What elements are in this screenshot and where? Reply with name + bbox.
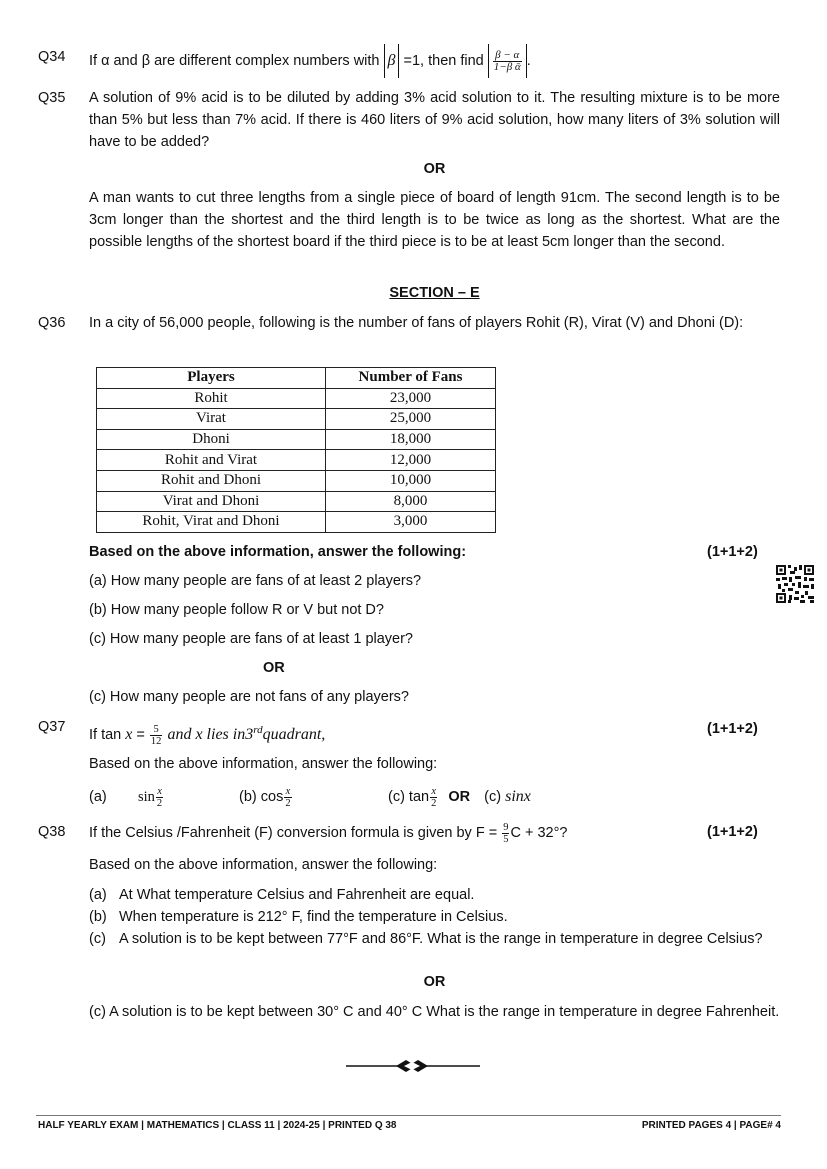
question-36-part-b: (b) How many people follow R or V but not D? [89,602,384,618]
table-cell: 18,000 [326,429,496,450]
table-cell: Rohit [97,388,326,409]
fans-table [96,367,496,533]
question-35-text: A solution of 9% acid is to be diluted by adding 3% acid solution to it. The resulting mixture is to be more than 5% but less than 7% acid. If there is 460 liters of 9% acid solution, how many liters of 3% solution will have to be added? [89,90,780,150]
marks-label: (1+1+2) [707,544,758,560]
table-cell: 23,000 [326,388,496,409]
instruction-text: Based on the above information, answer the following: [89,857,438,873]
end-ornament-icon [346,1058,480,1074]
table-row [97,409,496,430]
table-row [97,388,496,409]
list-item-label: (c) [89,931,106,947]
table-row [97,512,496,533]
question-number: Q35 [38,90,66,106]
table-cell: 8,000 [326,491,496,512]
question-36-text: In a city of 56,000 people, following is the number of fans of players Rohit (R), Virat (V) and Dhoni (D): [89,315,744,331]
table-header-row [97,368,496,389]
question-38-part-b: When temperature is 212° F, find the temperature in Celsius. [119,909,508,925]
modulus-expression: $\frac{\beta - \alpha}{\text{1−β ᾱ}}$ [488,44,527,78]
question-36-part-a: (a) How many people are fans of at least 2 players? [89,573,422,589]
question-number: Q36 [38,315,66,331]
or-divider: OR [423,974,446,990]
marks-label: (1+1+2) [707,824,758,840]
table-cell: 25,000 [326,409,496,430]
table-cell: 12,000 [326,450,496,471]
list-item-label: (b) [89,909,107,925]
question-38-part-c-alt: (c) A solution is to be kept between 30° C and 40° C What is the range in temperature in degree Fahrenheit. [89,1004,780,1020]
question-38-part-a: At What temperature Celsius and Fahrenheit are equal. [119,887,475,903]
question-35-alt-text: A man wants to cut three lengths from a single piece of board of length 91cm. The second length is to be 3cm longer than the shortest and the third length is to be twice as long as the shortest. What are the possible lengths of the shortest board if the third piece is to be at least 5cm longer than the second. [89,190,780,250]
question-37-text: If tan x = $\frac{5}{12}$ and x lies in3rdquadrant, [89,723,326,747]
instruction-text: Based on the above information, answer the following: [89,544,467,560]
table-cell: Rohit, Virat and Dhoni [97,512,326,533]
question-38-part-c: A solution is to be kept between 77°F and 86°F. What is the range in temperature in degree Celsius? [119,931,763,947]
question-37-parts: (a) [89,789,107,805]
table-row [97,470,496,491]
table-cell: Virat and Dhoni [97,491,326,512]
table-cell: Virat [97,409,326,430]
qr-code-icon [776,565,814,603]
question-38-text: If the Celsius /Fahrenheit (F) conversion formula is given by F = $\frac{9}{5}$ C + 32°? [89,821,568,845]
modulus-beta: β [384,44,400,78]
table-cell: Rohit and Dhoni [97,470,326,491]
marks-label: (1+1+2) [707,721,758,737]
table-row [97,450,496,471]
list-item-label: (a) [89,887,107,903]
question-number: Q37 [38,719,66,735]
or-divider: OR [423,161,446,177]
question-36-part-c-alt: (c) How many people are not fans of any players? [89,689,409,705]
question-34-text: If α and β are different complex numbers with β =1, then find $\frac{\beta - \alpha}{\text{1−β ᾱ}}$ . [89,44,531,78]
footer-divider [36,1115,781,1116]
question-number: Q38 [38,824,66,840]
table-header: Players [97,368,326,389]
instruction-text: Based on the above information, answer the following: [89,756,438,772]
table-row [97,491,496,512]
footer-left: HALF YEARLY EXAM | MATHEMATICS | CLASS 11 | 2024-25 | PRINTED Q 38 [38,1120,397,1131]
table-cell: 10,000 [326,470,496,491]
section-heading: SECTION – E [389,285,480,301]
footer-right: PRINTED PAGES 4 | PAGE# 4 [641,1120,781,1131]
table-cell: Rohit and Virat [97,450,326,471]
table-cell: 3,000 [326,512,496,533]
question-36-part-c: (c) How many people are fans of at least 1 player? [89,631,413,647]
table-row [97,429,496,450]
table-header: Number of Fans [326,368,496,389]
or-divider: OR [263,660,285,676]
table-cell: Dhoni [97,429,326,450]
question-number: Q34 [38,49,66,65]
